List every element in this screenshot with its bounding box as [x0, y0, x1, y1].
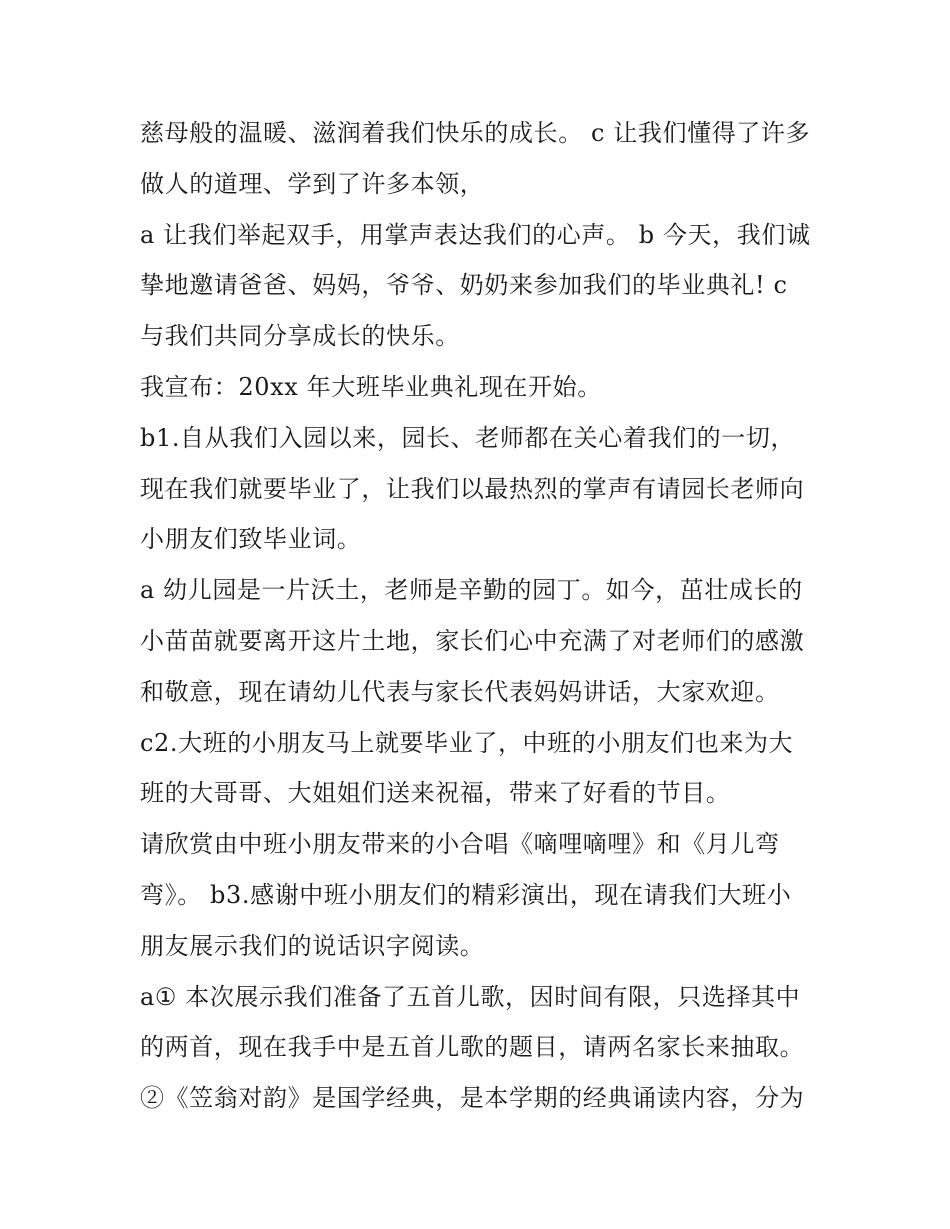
- text-line: 请欣赏由中班小朋友带来的小合唱《嘀哩嘀哩》和《月儿弯: [140, 830, 780, 859]
- text-line: ②《笠翁对韵》是国学经典，是本学期的经典诵读内容，分为: [140, 1084, 805, 1113]
- text-line: 朋友展示我们的说话识字阅读。: [140, 931, 485, 960]
- text-line: 挚地邀请爸爸、妈妈，爷爷、奶奶来参加我们的毕业典礼! c: [140, 271, 788, 300]
- text-line: a 幼儿园是一片沃土，老师是辛勤的园丁。如今，茁壮成长的: [140, 576, 803, 605]
- text-line: c2.大班的小朋友马上就要毕业了，中班的小朋友们也来为大: [140, 728, 794, 757]
- text-line: 和敬意，现在请幼儿代表与家长代表妈妈讲话，大家欢迎。: [140, 677, 780, 706]
- text-line: 的两首，现在我手中是五首儿歌的题目，请两名家长来抽取。: [140, 1033, 805, 1062]
- body-text: [140, 108, 830, 1124]
- text-line: 我宣布：20xx 年大班毕业典礼现在开始。: [140, 372, 602, 401]
- text-line: 慈母般的温暖、滋润着我们快乐的成长。 c 让我们懂得了许多: [140, 119, 811, 147]
- text-line: a 让我们举起双手，用掌声表达我们的心声。 b 今天，我们诚: [140, 220, 811, 249]
- text-line: b1.自从我们入园以来，园长、老师都在关心着我们的一切，: [140, 423, 796, 452]
- text-line: 弯》。 b3.感谢中班小朋友们的精彩演出，现在请我们大班小: [140, 880, 792, 909]
- text-line: a① 本次展示我们准备了五首儿歌，因时间有限，只选择其中: [140, 982, 801, 1011]
- text-line: 小苗苗就要离开这片土地，家长们心中充满了对老师们的感激: [140, 626, 805, 655]
- text-line: 小朋友们致毕业词。: [140, 525, 362, 554]
- text-line: 现在我们就要毕业了，让我们以最热烈的掌声有请园长老师向: [140, 474, 805, 503]
- text-line: 做人的道理、学到了许多本领，: [140, 169, 485, 198]
- text-line: 班的大哥哥、大姐姐们送来祝福，带来了好看的节目。: [140, 779, 731, 808]
- text-line: 与我们共同分享成长的快乐。: [140, 322, 460, 351]
